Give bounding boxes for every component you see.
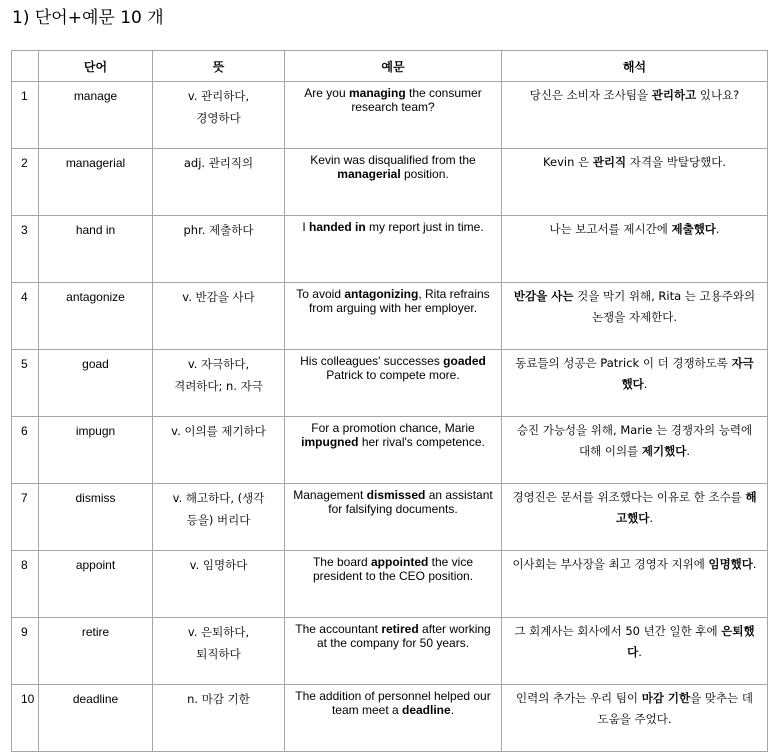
translation-text: 당신은 소비자 조사팀을 xyxy=(529,88,652,102)
translation-highlight: 은퇴했다 xyxy=(627,624,755,659)
word-meaning xyxy=(153,551,285,618)
meaning-line: v. 반감을 사다 xyxy=(182,290,255,304)
meaning-line: 경영하다 xyxy=(196,111,241,125)
meaning-line: v. 은퇴하다, xyxy=(187,625,250,639)
row-number: 5 xyxy=(12,350,39,417)
header-word: 단어 xyxy=(39,51,153,82)
example-sentence xyxy=(285,82,502,149)
example-sentence xyxy=(285,283,502,350)
translation-text: 이사회는 부사장을 최고 경영자 지위에 xyxy=(512,557,709,571)
example-text: , Rita refrains from arguing with her employer. xyxy=(308,287,490,315)
vocab-word: manage xyxy=(39,82,153,149)
meaning-line: v. 관리하다, xyxy=(187,89,250,103)
header-meaning: 뜻 xyxy=(153,51,285,82)
example-text: The board xyxy=(312,555,371,569)
meaning-line: v. 자극하다, xyxy=(187,357,250,371)
example-text: after working at the company for 50 years. xyxy=(316,622,491,650)
example-text: I xyxy=(302,220,309,234)
page-title: 1) 단어+예문 10 개 xyxy=(12,8,164,28)
translation-highlight: 마감 기한 xyxy=(641,691,691,705)
example-translation xyxy=(502,484,768,551)
translation-highlight: 임명했다 xyxy=(708,557,753,571)
translation-text: 것을 막기 위해, Rita 는 고용주와의 논쟁을 자제한다. xyxy=(573,289,756,324)
translation-highlight: 제출했다 xyxy=(671,222,716,236)
translation-highlight: 자극했다 xyxy=(621,356,754,391)
example-text: Patrick to compete more. xyxy=(326,368,460,382)
translation-text: 승진 가능성을 위해, Marie 는 경쟁자의 능력에 대해 이의를 xyxy=(516,423,753,458)
header-number xyxy=(12,51,39,82)
example-translation xyxy=(502,350,768,417)
table-row xyxy=(12,149,768,216)
row-number: 1 xyxy=(12,82,39,149)
translation-text: . xyxy=(643,377,648,391)
example-text: Management xyxy=(293,488,367,502)
translation-text: . xyxy=(638,645,642,659)
table-header-row xyxy=(12,51,768,82)
translation-text: . xyxy=(686,444,690,458)
example-text: To avoid xyxy=(296,287,345,301)
example-sentence xyxy=(285,685,502,752)
vocab-word: appoint xyxy=(39,551,153,618)
word-meaning xyxy=(153,685,285,752)
vocab-word: managerial xyxy=(39,149,153,216)
example-text: For a promotion chance, Marie xyxy=(311,421,475,435)
meaning-line: n. 마감 기한 xyxy=(187,692,250,706)
example-highlight: handed in xyxy=(308,220,366,234)
translation-text: 을 맞추는 데 도움을 주었다. xyxy=(597,691,754,726)
header-translation: 해석 xyxy=(502,51,768,82)
example-sentence xyxy=(285,551,502,618)
example-highlight: managing xyxy=(348,86,406,100)
example-translation xyxy=(502,216,768,283)
word-meaning xyxy=(153,82,285,149)
word-meaning xyxy=(153,149,285,216)
vocab-word: dismiss xyxy=(39,484,153,551)
table-row xyxy=(12,551,768,618)
example-highlight: impugned xyxy=(301,435,359,449)
translation-highlight: 해고했다 xyxy=(616,490,757,525)
vocab-word: antagonize xyxy=(39,283,153,350)
meaning-line: adj. 관리직의 xyxy=(183,156,254,170)
translation-text: . xyxy=(649,511,653,525)
example-translation xyxy=(502,618,768,685)
translation-text: 나는 보고서를 제시간에 xyxy=(549,222,672,236)
vocab-word: deadline xyxy=(39,685,153,752)
table-row xyxy=(12,417,768,484)
example-text: Kevin was disqualified from the xyxy=(310,153,476,167)
example-translation xyxy=(502,417,768,484)
example-sentence xyxy=(285,149,502,216)
translation-highlight: 관리하고 xyxy=(651,88,697,102)
vocab-word: retire xyxy=(39,618,153,685)
row-number: 7 xyxy=(12,484,39,551)
row-number: 6 xyxy=(12,417,39,484)
row-number: 10 xyxy=(12,685,39,752)
translation-text: 자격을 박탈당했다. xyxy=(626,155,726,169)
example-text: The accountant xyxy=(295,622,382,636)
translation-text: 인력의 추가는 우리 팀이 xyxy=(515,691,642,705)
translation-highlight: 반감을 사는 xyxy=(513,289,574,303)
example-text: the consumer research team? xyxy=(351,86,482,114)
translation-text: 그 회계사는 회사에서 50 년간 일한 후에 xyxy=(514,624,722,638)
meaning-line: 격려하다; n. 자극 xyxy=(174,379,263,393)
example-sentence xyxy=(285,417,502,484)
table-row xyxy=(12,484,768,551)
row-number: 2 xyxy=(12,149,39,216)
translation-text: 있나요? xyxy=(696,88,740,102)
row-number: 4 xyxy=(12,283,39,350)
meaning-line: v. 해고하다, (생각 xyxy=(172,491,265,505)
translation-highlight: 제기했다 xyxy=(641,444,687,458)
example-highlight: dismissed xyxy=(366,488,426,502)
vocab-word: hand in xyxy=(39,216,153,283)
example-sentence xyxy=(285,484,502,551)
example-text: an assistant for falsifying documents. xyxy=(328,488,493,516)
table-row xyxy=(12,618,768,685)
example-sentence xyxy=(285,350,502,417)
example-text: her rival's competence. xyxy=(358,435,485,449)
row-number: 8 xyxy=(12,551,39,618)
example-text: His colleagues' successes xyxy=(300,354,444,368)
word-meaning xyxy=(153,350,285,417)
meaning-line: v. 임명하다 xyxy=(189,558,248,572)
table-row xyxy=(12,350,768,417)
word-meaning xyxy=(153,283,285,350)
example-translation xyxy=(502,685,768,752)
example-highlight: deadline xyxy=(402,703,451,717)
row-number: 3 xyxy=(12,216,39,283)
meaning-line: 퇴직하다 xyxy=(196,647,241,661)
translation-text: . xyxy=(715,222,720,236)
example-text: my report just in time. xyxy=(365,220,484,234)
vocabulary-table xyxy=(11,50,768,752)
example-sentence xyxy=(285,216,502,283)
translation-text: 동료들의 성공은 Patrick 이 더 경쟁하도록 xyxy=(515,356,732,370)
meaning-line: phr. 제출하다 xyxy=(183,223,254,237)
example-highlight: appointed xyxy=(371,555,429,569)
table-row xyxy=(12,685,768,752)
translation-highlight: 관리직 xyxy=(592,155,627,169)
example-sentence xyxy=(285,618,502,685)
word-meaning xyxy=(153,216,285,283)
vocab-word: goad xyxy=(39,350,153,417)
example-translation xyxy=(502,283,768,350)
table-row xyxy=(12,216,768,283)
example-highlight: managerial xyxy=(337,167,401,181)
word-meaning xyxy=(153,618,285,685)
translation-text: 경영진은 문서를 위조했다는 이유로 한 조수를 xyxy=(512,490,746,504)
example-translation xyxy=(502,82,768,149)
row-number: 9 xyxy=(12,618,39,685)
example-highlight: antagonizing xyxy=(344,287,419,301)
example-text: Are you xyxy=(304,86,349,100)
example-text: position. xyxy=(400,167,449,181)
example-highlight: retired xyxy=(381,622,419,636)
word-meaning xyxy=(153,417,285,484)
example-highlight: goaded xyxy=(443,354,486,368)
example-translation xyxy=(502,149,768,216)
translation-text: . xyxy=(752,557,757,571)
example-text: the vice president to the CEO position. xyxy=(312,555,474,583)
word-meaning xyxy=(153,484,285,551)
header-example: 예문 xyxy=(285,51,502,82)
example-text: . xyxy=(450,703,455,717)
vocab-word: impugn xyxy=(39,417,153,484)
meaning-line: v. 이의를 제기하다 xyxy=(171,424,266,438)
table-row xyxy=(12,283,768,350)
example-text: The addition of personnel helped our team meet a xyxy=(295,689,491,717)
example-translation xyxy=(502,551,768,618)
translation-text: Kevin 은 xyxy=(543,155,593,169)
meaning-line: 등을) 버리다 xyxy=(186,513,251,527)
table-row xyxy=(12,82,768,149)
